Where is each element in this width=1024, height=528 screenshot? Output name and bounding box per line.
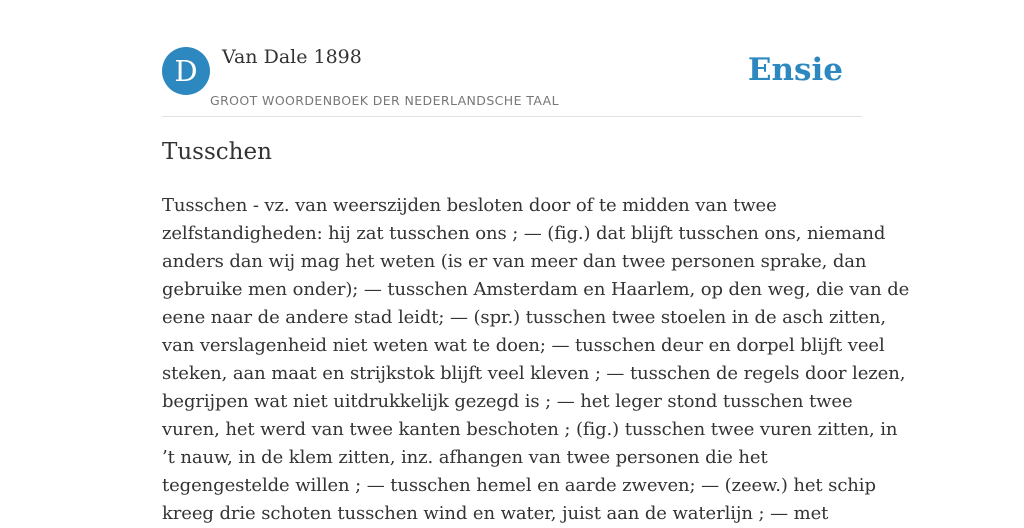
ensie-logo[interactable]: Ensie xyxy=(747,52,843,88)
dictionary-avatar[interactable]: D xyxy=(162,47,210,95)
definition-line: ’t nauw, in de klem zitten, inz. afhangen van twee personen die het xyxy=(162,447,768,468)
definition-line: begrijpen wat niet uitdrukkelijk gezegd is ; — het leger stond tusschen twee xyxy=(162,391,853,412)
definition-line: van verslagenheid niet weten wat te doen; — tusschen deur en dorpel blijft veel xyxy=(162,335,885,356)
entry-headword: Tusschen xyxy=(162,139,272,165)
dictionary-subtitle: GROOT WOORDENBOEK DER NEDERLANDSCHE TAAL xyxy=(210,93,559,108)
header xyxy=(162,44,862,117)
definition-line: anders dan wij mag het weten (is er van meer dan twee personen sprake, dan xyxy=(162,251,867,272)
definition-line: vuren, het werd van twee kanten beschoten ; (fig.) tusschen twee vuren zitten, in xyxy=(162,419,898,440)
entry-definition xyxy=(162,192,910,528)
definition-line: kreeg drie schoten tusschen wind en water, juist aan de waterlijn ; — met xyxy=(162,503,829,524)
definition-line: tegengestelde willen ; — tusschen hemel en aarde zweven; — (zeew.) het schip xyxy=(162,475,876,496)
definition-line: Tusschen - vz. van weerszijden besloten door of te midden van twee xyxy=(162,195,777,216)
definition-line: steken, aan maat en strijkstok blijft veel kleven ; — tusschen de regels door lezen, xyxy=(162,363,906,384)
definition-line: eene naar de andere stad leidt; — (spr.) tusschen twee stoelen in de asch zitten, xyxy=(162,307,886,328)
definition-line: zelfstandigheden: hij zat tusschen ons ; — (fig.) dat blijft tusschen ons, niemand xyxy=(162,223,886,244)
dictionary-title[interactable]: Van Dale 1898 xyxy=(222,46,362,68)
definition-line: gebruike men onder); — tusschen Amsterdam en Haarlem, op den weg, die van de xyxy=(162,279,910,300)
